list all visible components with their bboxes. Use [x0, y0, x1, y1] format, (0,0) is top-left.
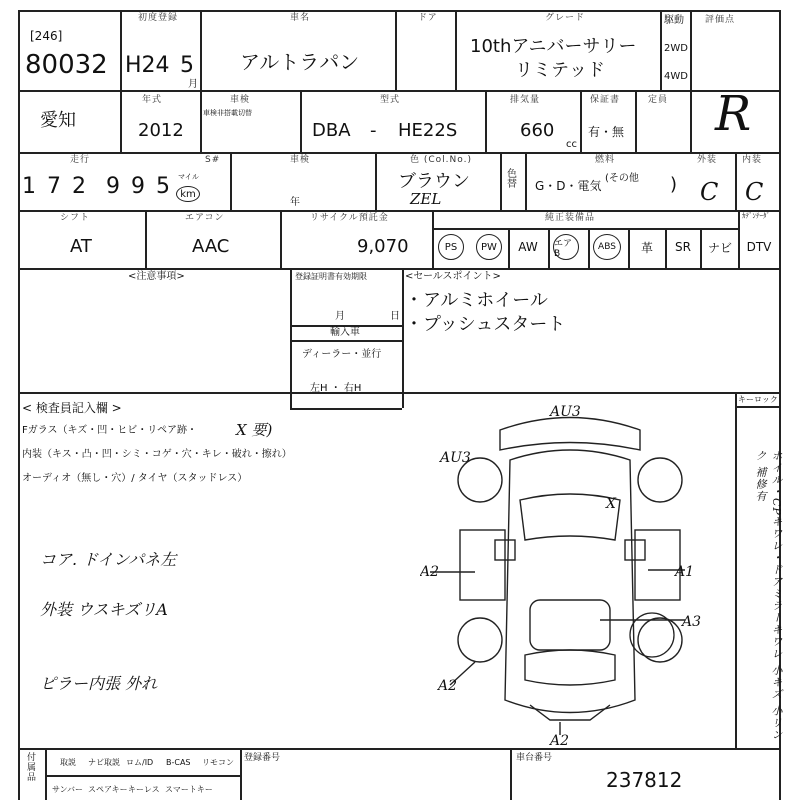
mileage	[22, 176, 172, 198]
door-label: ドア	[418, 13, 438, 23]
rule	[660, 10, 662, 90]
shaken-note: 車検非搭載切替	[203, 109, 252, 117]
equip-item	[740, 236, 778, 258]
exterior-score: C	[700, 178, 719, 206]
region: 愛知	[40, 110, 76, 131]
model-prefix: DBA	[312, 120, 351, 141]
rule	[18, 210, 780, 212]
first-reg-month: 5	[180, 53, 194, 78]
displacement: 660	[520, 120, 555, 141]
sales-point: ・アルミホイール	[405, 290, 548, 311]
rule	[588, 228, 590, 268]
mileage-digit: 5	[156, 174, 172, 199]
fuel-paren-close: )	[670, 174, 678, 195]
lot-number: 80032	[25, 50, 108, 80]
rule	[45, 775, 240, 777]
model-year: 2012	[138, 120, 184, 141]
equip-item-label: 革	[640, 240, 653, 255]
equip-item	[702, 236, 738, 258]
equip-item	[630, 236, 664, 258]
grade-line1: 10thアニバーサリー	[470, 36, 637, 57]
equip-item-label: ABS	[598, 242, 616, 252]
mileage-label: 走行	[70, 155, 91, 165]
sales-point: ・プッシュスタート	[405, 314, 566, 335]
rule	[500, 152, 502, 210]
rule	[145, 210, 147, 268]
damage-mark-front: AU3	[550, 404, 581, 420]
equip-item	[438, 234, 464, 260]
accessory-label: ロム/ID	[126, 758, 154, 767]
first-reg-label: 初度登録	[138, 13, 179, 23]
front-bumper-shape	[500, 418, 640, 451]
ac-label: エアコン	[185, 213, 225, 223]
wheel-rear-left	[458, 618, 502, 662]
color-change-label: 色替	[507, 169, 517, 190]
equip-label: 純正装備品	[545, 213, 596, 223]
rule	[635, 90, 637, 152]
mileage-digit: 7	[47, 174, 63, 199]
rule	[45, 748, 47, 800]
sales-label: <セールスポイント>	[405, 271, 501, 282]
grade-line2: リミテッド	[515, 60, 605, 81]
equip-item-label: PW	[481, 241, 497, 253]
equip-item	[593, 234, 621, 260]
color-label: 色 (Col.No.)	[410, 155, 472, 165]
equip-item-label: DTV	[746, 240, 772, 254]
import-label: 輸入車	[330, 327, 360, 338]
drive-label: 駆動	[664, 15, 684, 26]
recycle-amount: 9,070	[357, 236, 409, 257]
sno-label: S#	[205, 155, 221, 165]
handwritten-note: 外装 ウスキズリA	[40, 600, 168, 619]
grade-label: グレード	[545, 13, 586, 23]
rule	[18, 10, 780, 12]
rule	[485, 90, 487, 152]
rule	[402, 268, 404, 408]
equip-item-label: PS	[444, 241, 458, 253]
shift: AT	[70, 236, 92, 257]
warranty: 有・無	[588, 125, 625, 139]
rule	[18, 392, 780, 394]
damage-mark-x: X	[606, 496, 616, 512]
fuel-options: G・D・電気	[535, 179, 602, 193]
reg-number-label: 登録番号	[244, 753, 281, 763]
shaken-label: 車検	[230, 95, 251, 105]
exterior-label: 外装	[697, 155, 718, 165]
interior-score: C	[745, 178, 764, 206]
fuel-label: 燃料	[595, 155, 616, 165]
mileage-digit: 9	[131, 174, 147, 199]
car-name: アルトラパン	[240, 50, 360, 74]
car-name-label: 車名	[290, 13, 311, 23]
mileage-unit: km	[180, 188, 196, 200]
expiry-label: 登録証明書有効期限	[295, 272, 367, 281]
lot-prefix: [246]	[30, 29, 63, 43]
keylock-label: キーロック	[738, 395, 778, 404]
equip-item-label: AW	[518, 240, 538, 254]
mileage-digit: 1	[22, 174, 38, 199]
rule	[230, 152, 232, 210]
color-name: ブラウン	[398, 171, 470, 192]
damage-mark-left-front: AU3	[440, 450, 471, 466]
damage-mark-left-rear: A2	[438, 678, 458, 694]
equip-item-label: エアB	[554, 238, 573, 259]
interior-label: 内装	[742, 155, 763, 165]
fuel-paren: (その他	[605, 173, 639, 184]
accessory-label: 取説	[60, 758, 76, 767]
displacement-label: 排気量	[510, 95, 541, 105]
wheel-front-right	[638, 458, 682, 502]
rule	[690, 10, 692, 152]
equip-item	[510, 236, 546, 258]
damage-mark-right-side: A1	[675, 564, 695, 580]
mileage-digit: 2	[72, 174, 88, 199]
rule	[735, 406, 780, 408]
handwritten-note: ピラー内張 外れ	[40, 674, 158, 693]
rule	[18, 268, 780, 270]
rule	[395, 10, 397, 90]
rule	[200, 90, 202, 152]
mileage-unit-top: マイル	[178, 173, 199, 181]
drive-4wd: 4WD	[664, 71, 688, 82]
accessory-label: B-CAS	[166, 758, 191, 767]
rule	[432, 210, 434, 268]
recycle-label: リサイクル預託金	[310, 213, 389, 223]
interior-line: 内装（キス・凸・凹・シミ・コゲ・穴・キレ・破れ・擦れ）	[22, 449, 292, 460]
accessory-label: ナビ取説	[88, 758, 120, 767]
ac: AAC	[192, 236, 230, 257]
rule	[240, 748, 242, 800]
rule	[200, 10, 202, 90]
roof-shape	[530, 600, 610, 650]
rule	[510, 748, 512, 800]
accessory-label: リモコン	[202, 758, 234, 767]
history-label: 車検	[290, 155, 311, 165]
rule	[290, 340, 402, 342]
accessory-label: スペアキー	[88, 785, 128, 794]
chassis-label: 車台番号	[516, 753, 553, 763]
rule	[18, 748, 780, 750]
rule	[18, 152, 780, 154]
warranty-label: 保証書	[590, 95, 621, 105]
model-label: 型式	[380, 95, 401, 105]
equip-item	[476, 234, 502, 260]
trunk-shape	[525, 650, 615, 685]
score: R	[715, 86, 752, 142]
bottom-side-label: 付属品	[25, 752, 35, 782]
model-code: HE22S	[398, 120, 458, 141]
day-unit: 日	[390, 311, 400, 322]
rule	[735, 152, 737, 210]
audio-line: オーディオ（無し・穴）/ タイヤ（スタッドレス）	[22, 473, 248, 484]
rule	[548, 228, 550, 268]
handwritten-note: コア. ドインパネ左	[40, 550, 177, 569]
score-label: 評価点	[705, 15, 736, 25]
equip-item-label: SR	[675, 240, 691, 254]
rule	[375, 152, 377, 210]
car-diagram	[420, 400, 720, 745]
rule	[120, 90, 122, 152]
equip-item	[666, 236, 700, 258]
equip-item	[553, 234, 579, 260]
rule	[455, 10, 457, 90]
cc-unit: cc	[566, 139, 577, 150]
notes-label: <注意事項>	[128, 271, 185, 282]
hood-shape	[520, 494, 620, 540]
equip-item-label: ナビ	[707, 240, 732, 255]
shift-label: シフト	[60, 213, 91, 223]
month-unit: 月	[188, 79, 198, 90]
mileage-unit-circle	[176, 186, 200, 202]
dealer: ディーラー・並行	[302, 349, 382, 360]
month-unit-2: 月	[335, 311, 345, 322]
rule	[18, 90, 780, 92]
capacity-label: 定員	[648, 95, 669, 105]
accessory-label: サンバー	[52, 785, 84, 794]
rule	[280, 210, 282, 268]
accessory-label: キーレス	[128, 785, 160, 794]
mileage-digit: 9	[106, 174, 122, 199]
drive-2wd: 2WD	[664, 43, 688, 54]
rule	[432, 228, 738, 230]
rule	[120, 10, 122, 90]
glass-mark: X 要)	[236, 421, 273, 439]
inspector-label: < 検査員記入欄 >	[22, 401, 122, 415]
accessory-label: スマートキー	[165, 785, 213, 794]
rule	[300, 90, 302, 152]
glass-line: Fガラス（キズ・凹・ヒビ・リペア跡・	[22, 425, 198, 436]
first-reg-year: H24	[125, 53, 170, 78]
side-note: ホイル・CPキワレ・ドアミラーキワレ 小キズ 小リンク 補修有	[754, 450, 783, 741]
year-unit: 年	[290, 197, 300, 208]
handle: 左H ・ 右H	[310, 383, 362, 394]
year-label: 年式	[142, 95, 163, 105]
damage-mark-right-rear: A3	[682, 614, 702, 630]
rule	[18, 10, 20, 800]
model-dash: -	[370, 120, 377, 141]
rule	[580, 90, 582, 152]
color-code: ZEL	[410, 190, 442, 208]
rule	[290, 408, 402, 410]
rule	[290, 268, 292, 408]
rule	[735, 392, 737, 748]
rule	[525, 152, 527, 210]
tv-label: ｶﾃﾞﾝﾃｰﾀﾞ	[742, 212, 770, 220]
damage-mark-rear: A2	[550, 733, 570, 745]
damage-mark-left-side: A2	[420, 564, 440, 580]
chassis-number: 237812	[606, 768, 683, 792]
